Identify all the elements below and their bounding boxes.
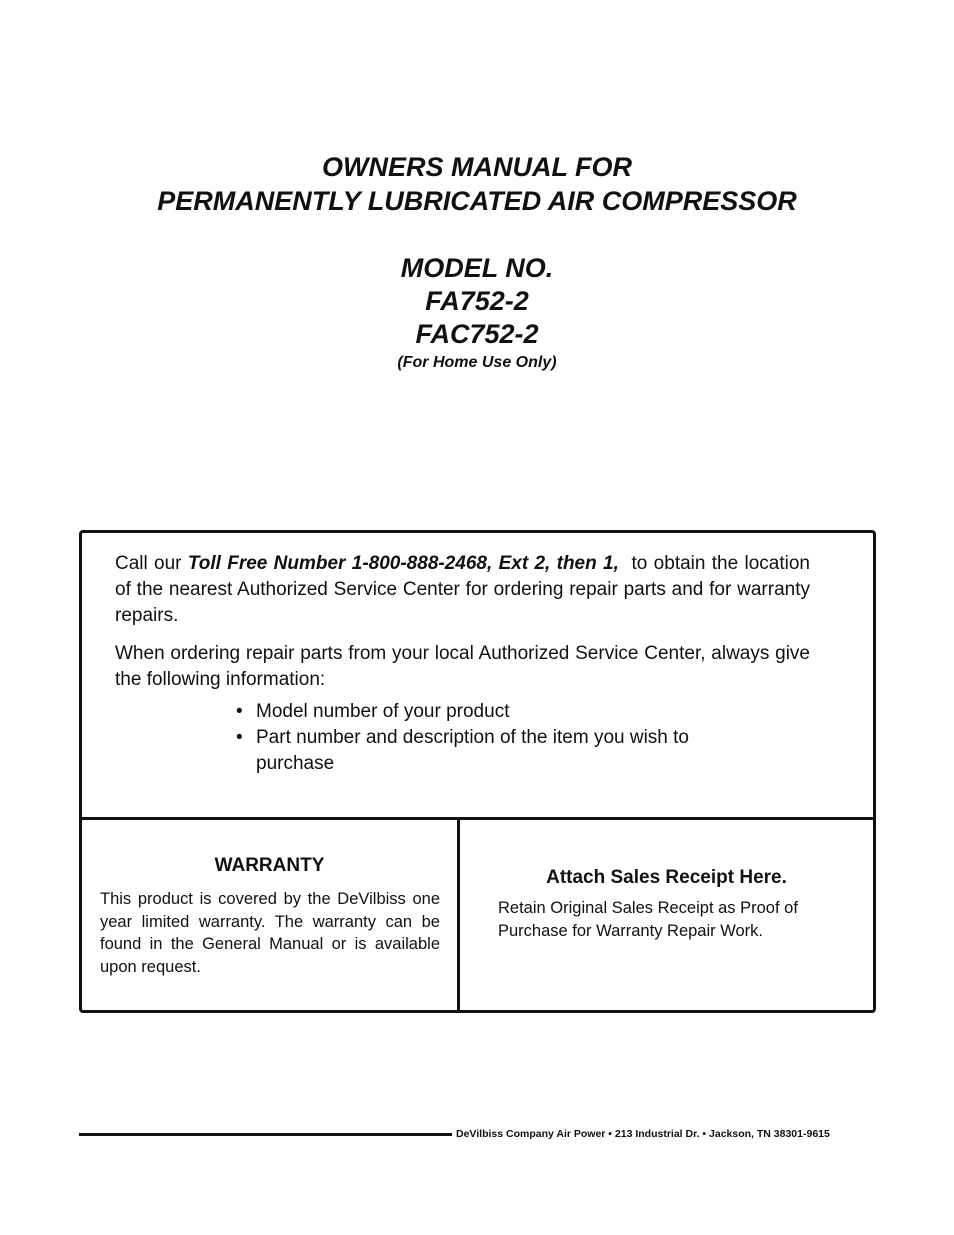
footer-divider: [79, 1133, 452, 1136]
list-item: [232, 725, 712, 777]
model-number-1: FA752-2: [425, 286, 529, 316]
receipt-panel: [460, 820, 873, 1010]
home-use-note: (For Home Use Only): [397, 354, 557, 371]
title-line-1: OWNERS MANUAL FOR: [322, 152, 632, 182]
toll-free-suffix: to obtain the location of the nearest Authorized Service Center for ordering repair parts and for warranty repairs.: [115, 553, 816, 626]
list-item-text: Part number and description of the item you wish to purchase: [256, 727, 690, 774]
title-line-2: PERMANENTLY LUBRICATED AIR COMPRESSOR: [157, 186, 797, 216]
receipt-text: Retain Original Sales Receipt as Proof of Purchase for Warranty Repair Work.: [498, 899, 798, 940]
ordering-paragraph: When ordering repair parts from your local Authorized Service Center, always give the following information:: [115, 643, 810, 690]
warranty-panel: [82, 820, 460, 1010]
model-number-2: FAC752-2: [415, 319, 539, 349]
info-box: [79, 530, 876, 1013]
ordering-info-list: [232, 699, 712, 777]
warranty-text: This product is covered by the DeVilbiss one year limited warranty. The warranty can be found in the General Manual or is available upon request.: [100, 890, 440, 976]
model-block: [0, 252, 954, 375]
manual-title: [0, 150, 954, 218]
service-info-panel: [82, 533, 873, 820]
bullet-icon: •: [236, 727, 243, 748]
list-item-text: Model number of your product: [256, 701, 510, 722]
footer-address: DeVilbiss Company Air Power • 213 Industrial Dr. • Jackson, TN 38301-9615: [456, 1128, 830, 1140]
model-label: MODEL NO.: [400, 253, 554, 283]
toll-free-paragraph: [115, 551, 816, 629]
toll-free-prefix: Call our: [115, 553, 188, 574]
toll-free-number: Toll Free Number 1-800-888-2468, Ext 2, then 1,: [187, 553, 619, 574]
list-item: [232, 699, 712, 725]
warranty-heading: WARRANTY: [214, 855, 325, 876]
bullet-icon: •: [236, 701, 243, 722]
receipt-heading: Attach Sales Receipt Here.: [546, 867, 787, 888]
